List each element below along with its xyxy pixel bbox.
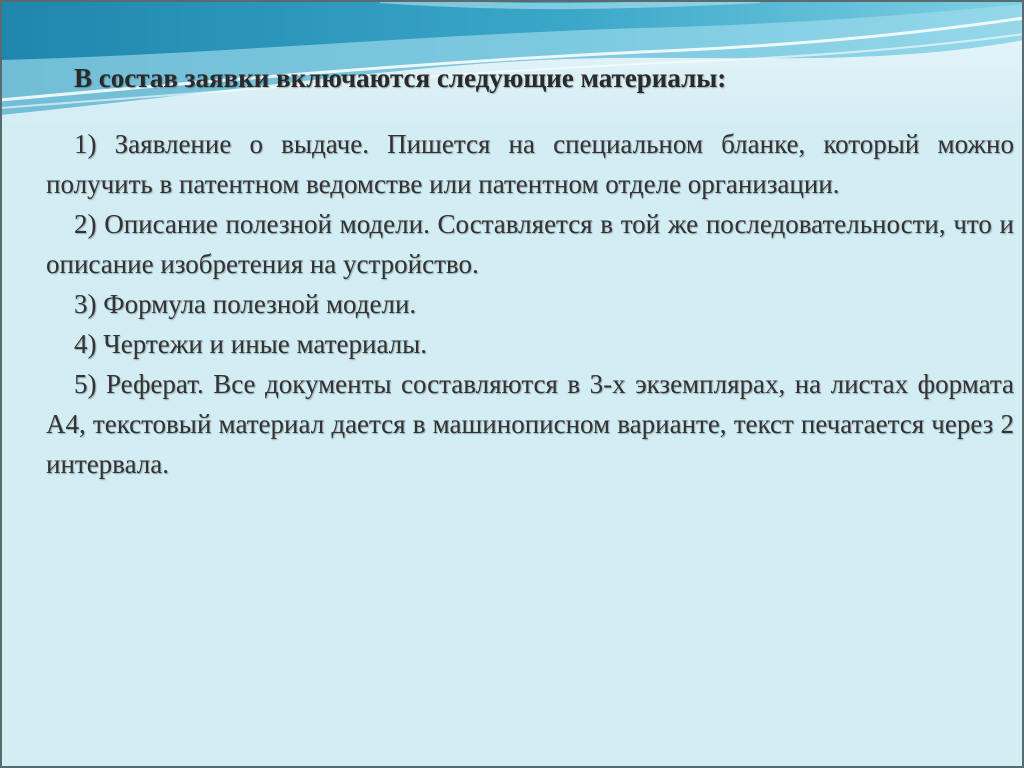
slide-title: В состав заявки включаются следующие материалы: <box>74 63 727 93</box>
list-item: 4) Чертежи и иные материалы. <box>74 329 428 359</box>
slide-content <box>46 58 1014 484</box>
materials-list <box>46 124 1014 484</box>
list-item: 2) Описание полезной модели. Составляется в той же последовательности, что и описание изобретения на устройство. <box>46 209 1014 279</box>
list-item: 3) Формула полезной модели. <box>74 289 417 319</box>
list-item: 1) Заявление о выдаче. Пишется на специальном бланке, который можно получить в патентном ведомстве или патентном отделе организации. <box>46 129 1014 199</box>
list-item: 5) Реферат. Все документы составляются в 3-х экземплярах, на листах формата А4, текстовый материал дается в машинописном варианте, текст печатается через 2 интервала. <box>46 369 1014 479</box>
